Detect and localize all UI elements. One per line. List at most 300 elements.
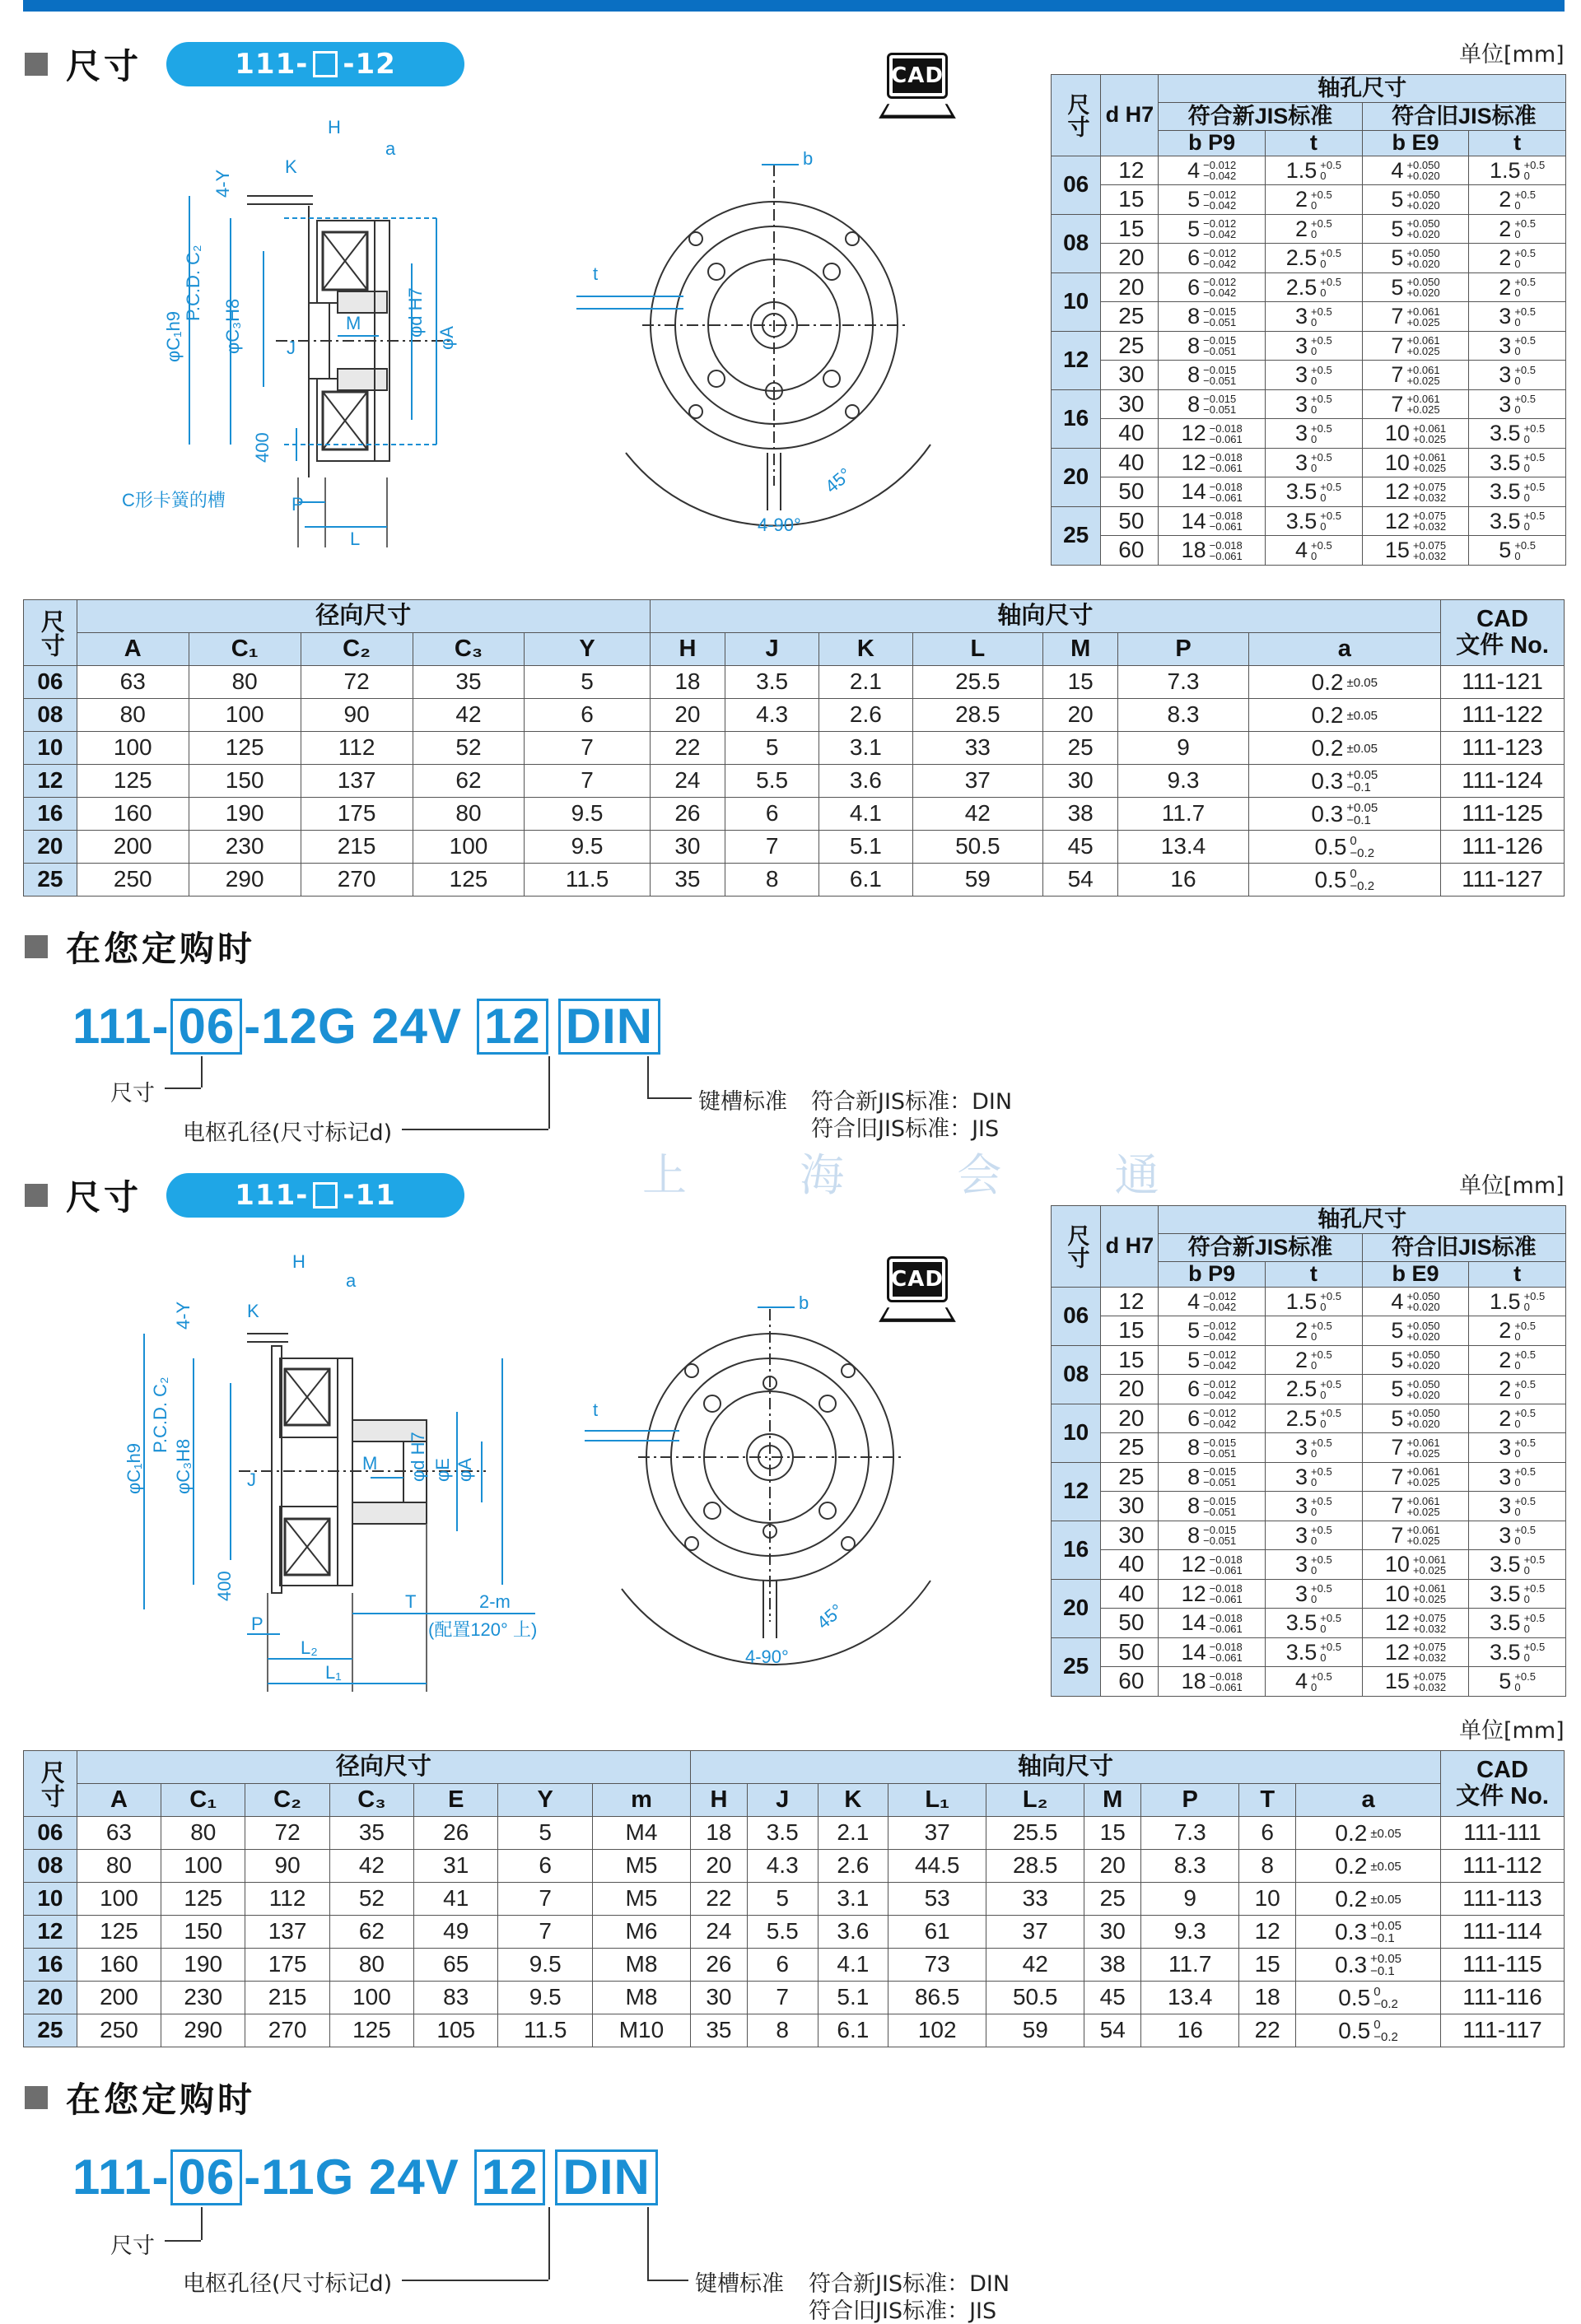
tolerance-cell xyxy=(1469,1433,1566,1463)
tolerance-cell xyxy=(1159,448,1266,477)
tolerance-value: +0.5 0 xyxy=(1320,480,1341,504)
tolerance-value: +0.075 +0.032 xyxy=(1412,1641,1447,1665)
label-size: 尺寸 xyxy=(110,1081,155,1106)
tolerance-cell xyxy=(1159,156,1266,185)
svg-text:P: P xyxy=(291,494,304,515)
unit-label: 单位[mm] xyxy=(1459,1173,1565,1199)
tolerance-value: +0.061 +0.025 xyxy=(1406,393,1440,417)
value-cell: 7.3 xyxy=(1141,1817,1239,1850)
cell-value: 12 xyxy=(1181,449,1206,475)
value-cell: 137 xyxy=(301,765,413,798)
cell-value: 5 xyxy=(1391,1318,1404,1344)
cell-value: 3 xyxy=(1499,362,1512,388)
table-row xyxy=(24,1982,1565,2014)
value-cell: 72 xyxy=(301,666,413,699)
value-cell: 35 xyxy=(690,2014,747,2047)
svg-text:K: K xyxy=(285,156,297,177)
value-cell: 63 xyxy=(77,666,189,699)
bore-cell: 20 xyxy=(1101,272,1159,302)
tolerance-cell xyxy=(1159,1433,1266,1463)
table-row xyxy=(1052,1667,1566,1697)
value-cell: 7 xyxy=(747,1982,818,2014)
svg-text:t: t xyxy=(593,263,599,284)
tolerance-value: +0.5 0 xyxy=(1514,1465,1536,1489)
tolerance-cell xyxy=(1469,1609,1566,1638)
value-cell: 33 xyxy=(986,1883,1084,1916)
tolerance-cell xyxy=(1362,1287,1469,1316)
size-cell: 10 xyxy=(1052,1404,1101,1462)
value-cell: 7 xyxy=(525,765,650,798)
shaft-bore-table-11 xyxy=(1051,1205,1566,1697)
column-header: E xyxy=(414,1784,498,1817)
bore-cell: 60 xyxy=(1101,536,1159,566)
value-cell: 5.5 xyxy=(725,765,819,798)
tolerance-cell xyxy=(1362,1637,1469,1667)
tolerance-value: +0.5 0 xyxy=(1523,1290,1546,1314)
tolerance-value: +0.5 0 xyxy=(1523,451,1546,475)
tolerance-cell xyxy=(1159,1521,1266,1550)
tolerance-value: +0.5 0 xyxy=(1523,1553,1546,1577)
column-header: T xyxy=(1239,1784,1296,1817)
value-cell: 5.1 xyxy=(818,1982,888,2014)
table-row xyxy=(1052,302,1566,332)
tolerance-cell xyxy=(1266,1609,1363,1638)
label-old-jis: 符合旧JIS标准：JIS xyxy=(811,1116,1000,1142)
value-cell: 4.1 xyxy=(818,1949,888,1982)
cad-file-cell: 111-125 xyxy=(1441,798,1565,831)
tolerance-cell xyxy=(1159,389,1266,419)
tolerance-cell xyxy=(1159,419,1266,449)
leader-line xyxy=(548,2207,550,2280)
svg-text:4-90°: 4-90° xyxy=(745,1646,789,1667)
value-cell: M8 xyxy=(592,1982,690,2014)
value-cell: 150 xyxy=(189,765,301,798)
value-cell: 42 xyxy=(986,1949,1084,1982)
value-cell: 270 xyxy=(245,2014,329,2047)
cad-icon[interactable]: CAD xyxy=(884,1253,951,1327)
tolerance-cell xyxy=(1266,214,1363,244)
bore-cell: 50 xyxy=(1101,506,1159,536)
value-cell: 20 xyxy=(690,1850,747,1883)
value-cell: 86.5 xyxy=(888,1982,986,2014)
shaft-title: 轴孔尺寸 xyxy=(1159,1206,1566,1234)
size-cell: 08 xyxy=(1052,214,1101,272)
bore-cell: 20 xyxy=(1101,244,1159,273)
size-cell: 20 xyxy=(1052,448,1101,506)
cell-value: 4 xyxy=(1294,538,1308,563)
section-title: 尺寸 xyxy=(66,46,142,86)
value-cell: 45 xyxy=(1084,1982,1141,2014)
cell-value: 5 xyxy=(1187,187,1201,212)
section-title: 尺寸 xyxy=(66,1177,142,1218)
value-cell: 3.6 xyxy=(819,765,913,798)
cell-value: 10 xyxy=(1384,449,1410,475)
model-pill-12: 111- -12 xyxy=(166,42,464,86)
order-bore-box: 12 xyxy=(477,999,548,1055)
tolerance-value: −0.012 −0.042 xyxy=(1203,1290,1237,1314)
column-header: Y xyxy=(525,633,650,666)
side-view-drawing-12 xyxy=(107,115,461,560)
svg-text:M: M xyxy=(346,313,361,333)
svg-text:L: L xyxy=(350,529,361,549)
bore-cell: 15 xyxy=(1101,214,1159,244)
table-row xyxy=(1052,244,1566,273)
size-cell: 16 xyxy=(24,1949,77,1982)
bore-cell: 50 xyxy=(1101,1637,1159,1667)
tolerance-cell xyxy=(1159,302,1266,332)
tolerance-cell xyxy=(1266,185,1363,215)
section-header-order-11 xyxy=(25,2073,255,2122)
cell-value: 3.5 xyxy=(1285,1639,1318,1665)
cell-value: 14 xyxy=(1181,1610,1206,1636)
tolerance-cell xyxy=(1362,1579,1469,1609)
tolerance-cell xyxy=(1266,448,1363,477)
tolerance-cell xyxy=(1266,1375,1363,1404)
cell-value: 5 xyxy=(1391,245,1404,271)
tolerance-cell xyxy=(1469,244,1566,273)
svg-text:(配置120° 上): (配置120° 上) xyxy=(428,1619,538,1640)
tolerance-value: −0.012 −0.042 xyxy=(1203,217,1237,241)
tolerance-cell xyxy=(1159,1316,1266,1346)
axial-header: 轴向尺寸 xyxy=(690,1751,1440,1784)
column-header: a xyxy=(1248,633,1440,666)
table-row xyxy=(1052,331,1566,361)
value-cell: 54 xyxy=(1084,2014,1141,2047)
tolerance-cell xyxy=(1248,798,1440,831)
value-cell: 42 xyxy=(413,699,525,732)
order-section-title: 在您定购时 xyxy=(66,929,256,969)
side-view-drawing-11 xyxy=(124,1247,585,1708)
value-cell: 137 xyxy=(245,1916,329,1949)
tolerance-cell xyxy=(1362,331,1469,361)
value-cell: 8.3 xyxy=(1118,699,1248,732)
bore-cell: 30 xyxy=(1101,1492,1159,1521)
column-header: K xyxy=(818,1784,888,1817)
cell-value: 6 xyxy=(1187,1405,1201,1431)
size-cell: 12 xyxy=(1052,331,1101,389)
cad-file-cell: 111-121 xyxy=(1441,666,1565,699)
value-cell: 49 xyxy=(414,1916,498,1949)
tolerance-cell xyxy=(1266,1579,1363,1609)
tolerance-cell xyxy=(1159,214,1266,244)
value-cell: 62 xyxy=(329,1916,413,1949)
tolerance-cell xyxy=(1362,272,1469,302)
tolerance-value: +0.061 +0.025 xyxy=(1406,334,1440,358)
tolerance-cell xyxy=(1266,389,1363,419)
svg-text:t: t xyxy=(593,1400,599,1420)
value-cell: 5 xyxy=(725,732,819,765)
cad-icon[interactable]: CAD xyxy=(884,49,951,123)
tolerance-value: −0.018 −0.061 xyxy=(1209,1553,1243,1577)
tolerance-value: +0.5 0 xyxy=(1514,1670,1536,1693)
leader-line xyxy=(647,2207,649,2280)
size-cell: 06 xyxy=(1052,1287,1101,1345)
value-cell: 80 xyxy=(413,798,525,831)
svg-text:φC₃H8: φC₃H8 xyxy=(173,1438,194,1494)
tolerance-value: −0.015 −0.051 xyxy=(1203,305,1237,328)
value-cell: 230 xyxy=(161,1982,245,2014)
value-cell: 20 xyxy=(650,699,725,732)
table-row xyxy=(1052,477,1566,507)
svg-text:T: T xyxy=(405,1591,417,1612)
value-cell: 9.5 xyxy=(498,1949,593,1982)
cell-value: 5 xyxy=(1499,538,1512,563)
order-middle: -12G 24V xyxy=(244,999,463,1054)
value-cell: 7.3 xyxy=(1118,666,1248,699)
size-cell: 12 xyxy=(24,765,77,798)
value-cell: 45 xyxy=(1042,831,1118,864)
table-row xyxy=(24,666,1565,699)
size-cell: 25 xyxy=(24,2014,77,2047)
cell-value: 2 xyxy=(1499,216,1512,241)
bore-cell: 40 xyxy=(1101,1579,1159,1609)
value-cell: 9.5 xyxy=(498,1982,593,2014)
tolerance-value: +0.5 0 xyxy=(1311,451,1332,475)
cell-value: 3.5 xyxy=(1490,1610,1521,1636)
tolerance-value: +0.075 +0.032 xyxy=(1412,1611,1447,1635)
tolerance-value: +0.5 0 xyxy=(1523,510,1546,533)
value-cell: 9.5 xyxy=(525,798,650,831)
value-cell: 112 xyxy=(301,732,413,765)
section-square-icon xyxy=(25,935,48,958)
tolerance-value: +0.5 0 xyxy=(1320,1290,1341,1314)
tolerance-cell xyxy=(1266,506,1363,536)
size-header: 尺寸 xyxy=(1052,75,1101,156)
table-row xyxy=(24,732,1565,765)
leader-line xyxy=(165,1087,201,1089)
column-header: P xyxy=(1118,633,1248,666)
table-row xyxy=(1052,1521,1566,1550)
tolerance-value: ±0.05 xyxy=(1346,741,1378,756)
tolerance-cell xyxy=(1469,1345,1566,1375)
cell-value: 8 xyxy=(1187,1464,1201,1489)
table-row xyxy=(1052,419,1566,449)
svg-text:φC₃H8: φC₃H8 xyxy=(222,298,243,354)
tolerance-value: +0.5 0 xyxy=(1514,538,1536,562)
tolerance-cell xyxy=(1159,506,1266,536)
tolerance-cell xyxy=(1362,244,1469,273)
value-cell: 15 xyxy=(1084,1817,1141,1850)
value-cell: 105 xyxy=(414,2014,498,2047)
bore-cell: 40 xyxy=(1101,1550,1159,1580)
cell-value: 7 xyxy=(1391,333,1404,358)
cell-value: 3 xyxy=(1294,333,1308,358)
svg-text:K: K xyxy=(247,1301,259,1321)
tolerance-value: +0.5 0 xyxy=(1514,1494,1536,1518)
value-cell: 3.1 xyxy=(818,1883,888,1916)
table-row xyxy=(1052,389,1566,419)
tolerance-value: +0.5 0 xyxy=(1311,1348,1332,1372)
column-header: K xyxy=(819,633,913,666)
tolerance-cell xyxy=(1248,831,1440,864)
tolerance-cell xyxy=(1266,1521,1363,1550)
cell-value: 15 xyxy=(1384,538,1410,563)
value-cell: 31 xyxy=(414,1850,498,1883)
tolerance-value: +0.5 0 xyxy=(1311,363,1332,387)
value-cell: 15 xyxy=(1239,1949,1296,1982)
value-cell: 215 xyxy=(245,1982,329,2014)
bore-header: d H7 xyxy=(1101,75,1159,156)
tolerance-cell xyxy=(1159,244,1266,273)
value-cell: 90 xyxy=(301,699,413,732)
tolerance-value: +0.061 +0.025 xyxy=(1412,1582,1447,1606)
value-cell: 8 xyxy=(747,2014,818,2047)
leader-line xyxy=(165,2240,201,2242)
value-cell: M10 xyxy=(592,2014,690,2047)
value-cell: 6 xyxy=(525,699,650,732)
cell-value: 8 xyxy=(1187,362,1201,388)
axial-header: 轴向尺寸 xyxy=(650,600,1440,633)
tolerance-cell xyxy=(1362,477,1469,507)
tolerance-value: −0.015 −0.051 xyxy=(1203,1494,1237,1518)
cell-value: 3 xyxy=(1499,333,1512,358)
table-row xyxy=(1052,1433,1566,1463)
tolerance-value: +0.061 +0.025 xyxy=(1406,363,1440,387)
column-header: J xyxy=(725,633,819,666)
cell-value: 2 xyxy=(1294,1347,1308,1372)
value-cell: 175 xyxy=(245,1949,329,1982)
cell-value: 1.5 xyxy=(1285,157,1318,183)
value-cell: 2.6 xyxy=(819,699,913,732)
tolerance-value: 0 −0.2 xyxy=(1373,2018,1398,2045)
value-cell: 290 xyxy=(161,2014,245,2047)
value-cell: 72 xyxy=(245,1817,329,1850)
value-cell: 290 xyxy=(189,864,301,897)
tolerance-value: +0.5 0 xyxy=(1514,305,1536,328)
tolerance-value: +0.5 0 xyxy=(1514,1319,1536,1343)
svg-text:P: P xyxy=(251,1614,264,1634)
table-row xyxy=(24,831,1565,864)
svg-text:4-Y: 4-Y xyxy=(212,169,233,198)
tolerance-cell xyxy=(1362,1609,1469,1638)
cell-value: 2 xyxy=(1499,1347,1512,1372)
tolerance-cell xyxy=(1469,214,1566,244)
value-cell: 12 xyxy=(1239,1916,1296,1949)
tolerance-cell xyxy=(1362,1345,1469,1375)
value-cell: 5 xyxy=(498,1817,593,1850)
tolerance-value: +0.5 0 xyxy=(1523,480,1546,504)
tolerance-value: −0.012 −0.042 xyxy=(1203,1377,1237,1401)
model-pill-11: 111- -11 xyxy=(166,1173,464,1218)
value-cell: 100 xyxy=(413,831,525,864)
cell-value: 7 xyxy=(1391,304,1404,329)
value-cell: 5.1 xyxy=(819,831,913,864)
tolerance-cell xyxy=(1296,1982,1441,2014)
cell-value: 3 xyxy=(1294,1552,1308,1577)
cell-value: 5 xyxy=(1499,1669,1512,1694)
column-header: L₂ xyxy=(986,1784,1084,1817)
table-row xyxy=(1052,1550,1566,1580)
value-cell: 6 xyxy=(725,798,819,831)
tolerance-cell xyxy=(1362,448,1469,477)
column-header: A xyxy=(77,1784,161,1817)
cell-value: 4 xyxy=(1391,1288,1404,1314)
tolerance-value: +0.5 0 xyxy=(1514,1436,1536,1460)
tolerance-value: +0.061 +0.025 xyxy=(1406,1436,1440,1460)
table-row xyxy=(1052,448,1566,477)
cad-file-cell: 111-113 xyxy=(1441,1883,1565,1916)
value-cell: 125 xyxy=(77,765,189,798)
value-cell: 6.1 xyxy=(818,2014,888,2047)
tolerance-value: +0.050 +0.020 xyxy=(1406,188,1440,212)
value-cell: 59 xyxy=(986,2014,1084,2047)
cell-value: 0.5 xyxy=(1338,1984,1371,2010)
value-cell: 112 xyxy=(245,1883,329,1916)
cell-value: 1.5 xyxy=(1285,1288,1318,1314)
value-cell: 11.5 xyxy=(525,864,650,897)
order-key-box: DIN xyxy=(558,999,660,1055)
svg-text:φA: φA xyxy=(436,326,457,350)
table-row xyxy=(1052,1609,1566,1638)
tolerance-cell xyxy=(1266,419,1363,449)
cell-value: 2.5 xyxy=(1285,1376,1318,1402)
sub-header: b P9 xyxy=(1159,1262,1266,1288)
size-cell: 25 xyxy=(1052,506,1101,565)
tolerance-value: +0.05 −0.1 xyxy=(1346,801,1378,828)
value-cell: 25 xyxy=(1084,1883,1141,1916)
size-cell: 25 xyxy=(1052,1637,1101,1696)
value-cell: 22 xyxy=(1239,2014,1296,2047)
tolerance-cell xyxy=(1266,302,1363,332)
table-row xyxy=(24,1916,1565,1949)
front-view-drawing-11 xyxy=(585,1292,947,1688)
value-cell: 9 xyxy=(1118,732,1248,765)
bore-cell: 30 xyxy=(1101,389,1159,419)
bore-cell: 25 xyxy=(1101,331,1159,361)
svg-text:L₂: L₂ xyxy=(301,1637,318,1658)
table-row xyxy=(24,765,1565,798)
value-cell: 3.6 xyxy=(818,1916,888,1949)
cell-value: 7 xyxy=(1391,362,1404,388)
leader-line xyxy=(402,2280,548,2281)
radial-header: 径向尺寸 xyxy=(77,1751,690,1784)
value-cell: 80 xyxy=(329,1949,413,1982)
cell-value: 18 xyxy=(1181,538,1206,563)
value-cell: 22 xyxy=(650,732,725,765)
tolerance-cell xyxy=(1266,1433,1363,1463)
value-cell: 100 xyxy=(77,1883,161,1916)
cell-value: 12 xyxy=(1181,1552,1206,1577)
tolerance-value: −0.015 −0.051 xyxy=(1203,363,1237,387)
cell-value: 3 xyxy=(1294,1435,1308,1460)
tolerance-value: +0.5 0 xyxy=(1320,246,1341,270)
value-cell: 5 xyxy=(525,666,650,699)
tolerance-cell xyxy=(1362,361,1469,390)
tolerance-value: +0.5 0 xyxy=(1311,1553,1332,1577)
tolerance-value: −0.012 −0.042 xyxy=(1203,246,1237,270)
tolerance-cell xyxy=(1469,419,1566,449)
cell-value: 3.5 xyxy=(1490,1639,1521,1665)
value-cell: 13.4 xyxy=(1141,1982,1239,2014)
cell-value: 3.5 xyxy=(1285,479,1318,505)
value-cell: 53 xyxy=(888,1883,986,1916)
cell-value: 7 xyxy=(1391,1522,1404,1548)
tolerance-value: +0.5 0 xyxy=(1320,276,1341,300)
value-cell: 16 xyxy=(1141,2014,1239,2047)
tolerance-value: +0.050 +0.020 xyxy=(1406,1319,1440,1343)
cell-value: 0.3 xyxy=(1335,1918,1368,1944)
value-cell: 200 xyxy=(77,1982,161,2014)
value-cell: 9.3 xyxy=(1118,765,1248,798)
value-cell: 100 xyxy=(161,1850,245,1883)
bore-cell: 20 xyxy=(1101,1404,1159,1433)
svg-text:2-m: 2-m xyxy=(479,1591,511,1612)
column-header: Y xyxy=(498,1784,593,1817)
tolerance-value: −0.012 −0.042 xyxy=(1203,1319,1237,1343)
value-cell: 30 xyxy=(1084,1916,1141,1949)
tolerance-value: +0.061 +0.025 xyxy=(1406,305,1440,328)
cell-value: 1.5 xyxy=(1490,157,1521,183)
